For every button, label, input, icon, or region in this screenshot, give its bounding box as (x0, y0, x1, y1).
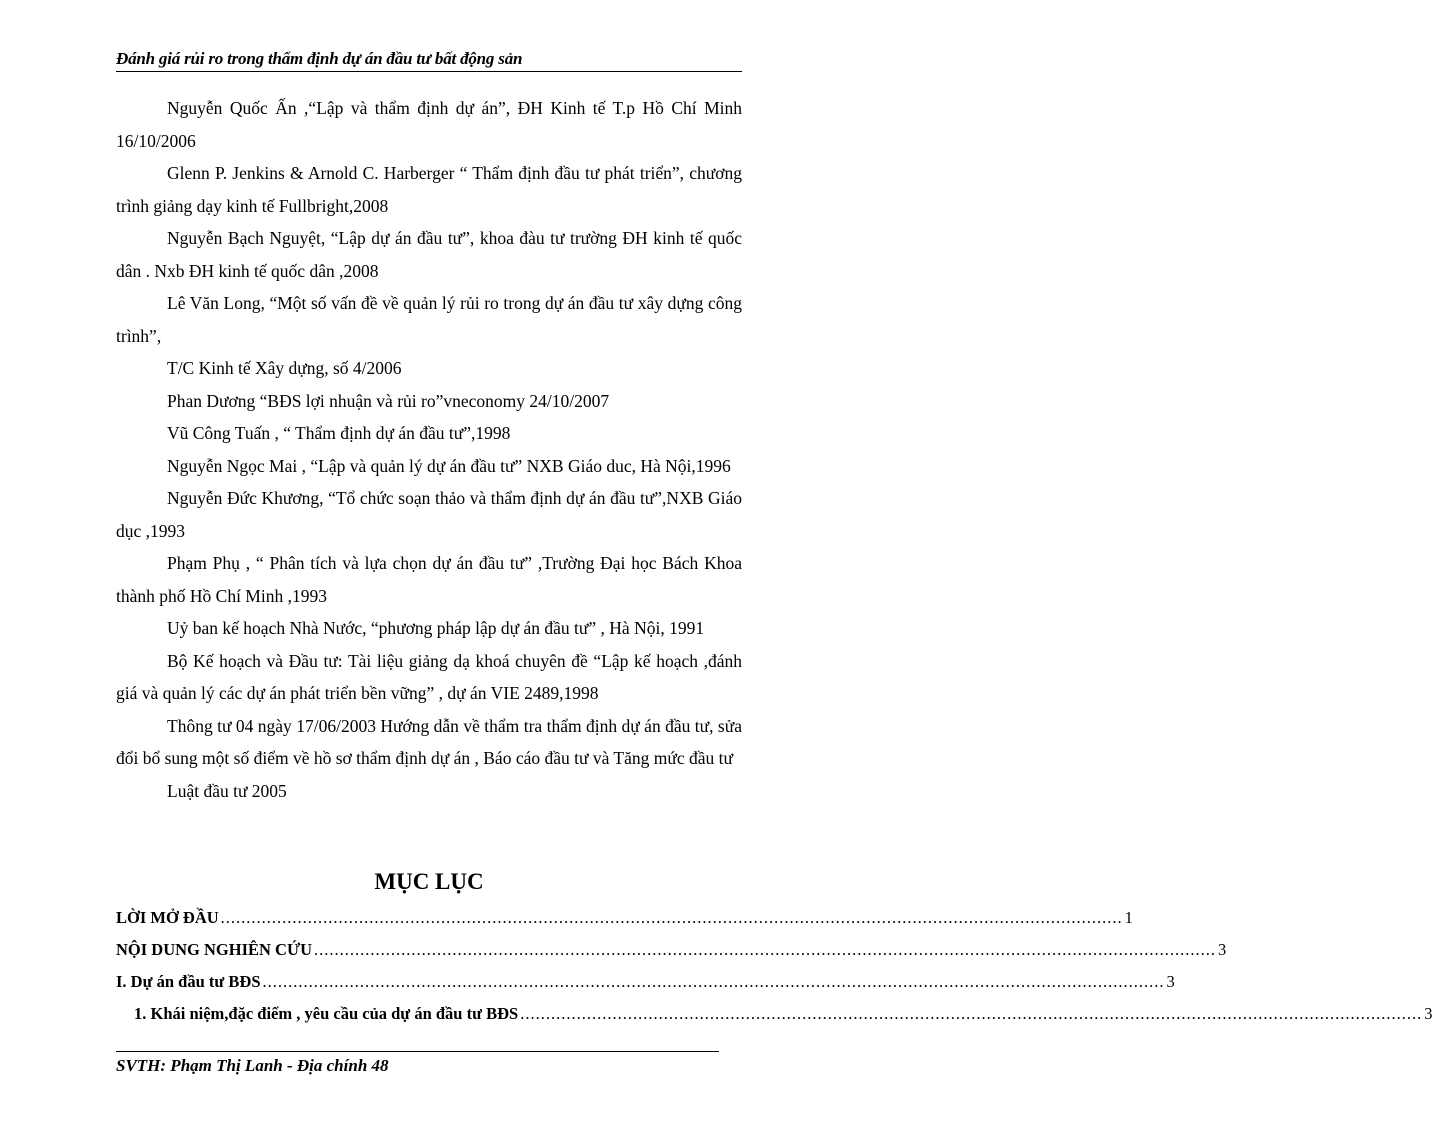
toc-entry[interactable] (116, 966, 1175, 998)
toc-entry-label: LỜI MỞ ĐẦU (116, 908, 219, 927)
header-divider (116, 71, 742, 72)
toc-leader-dots: ................................................................................................................................................................................ (520, 1004, 1423, 1023)
table-of-contents (116, 902, 1432, 1030)
toc-entry[interactable] (116, 998, 1432, 1030)
page-header-title: Đánh giá rủi ro trong thẩm định dự án đầu tư bất động sản (116, 49, 523, 68)
reference-item: Lê Văn Long, “Một số vấn đề về quản lý rủi ro trong dự án đầu tư xây dựng công trình”, (116, 293, 742, 346)
reference-item: Nguyễn Ngọc Mai , “Lập và quản lý dự án đầu tư” NXB Giáo duc, Hà Nội,1996 (167, 455, 731, 476)
toc-entry-label: 1. Khái niệm,đặc điểm , yêu cầu của dự án đầu tư BĐS (134, 1004, 519, 1023)
toc-entry[interactable] (116, 902, 1133, 934)
reference-item: Nguyễn Quốc Ấn ,“Lập và thẩm định dự án”, ĐH Kinh tế T.p Hồ Chí Minh 16/10/2006 (116, 98, 742, 151)
toc-entry-page: 3 (1424, 1004, 1432, 1023)
page-footer: SVTH: Phạm Thị Lanh - Địa chính 48 (116, 1056, 389, 1075)
reference-item: Phan Dương “BĐS lợi nhuận và rủi ro”vneconomy 24/10/2007 (167, 390, 610, 411)
reference-item: Uỷ ban kế hoạch Nhà Nước, “phương pháp lập dự án đầu tư” , Hà Nội, 1991 (167, 618, 705, 638)
toc-title: MỤC LỤC (374, 869, 484, 894)
reference-item: Nguyễn Đức Khương, “Tổ chức soạn thảo và thẩm định dự án đầu tư”,NXB Giáo dục ,1993 (116, 488, 742, 541)
reference-item: Nguyễn Bạch Nguyệt, “Lập dự án đầu tư”, khoa đàu tư trường ĐH kinh tế quốc dân . Nxb ĐH kinh tế quốc dân ,2008 (116, 228, 742, 281)
reference-item: Bộ Kế hoạch và Đầu tư: Tài liệu giảng dạ khoá chuyên đề “Lập kế hoạch ,đánh giá và quản lý các dự án phát triển bền vững” , dự án VIE 2489,1998 (116, 650, 742, 703)
footer-divider (116, 1051, 719, 1052)
toc-entry-page: 1 (1124, 908, 1133, 927)
toc-leader-dots: ................................................................................................................................................................................ (314, 940, 1217, 959)
toc-leader-dots: ................................................................................................................................................................................ (220, 908, 1123, 927)
toc-entry[interactable] (116, 934, 1227, 966)
toc-entry-page: 3 (1218, 940, 1227, 959)
reference-item: Luật đầu tư 2005 (167, 780, 287, 801)
reference-list (116, 92, 742, 807)
toc-leader-dots: ................................................................................................................................................................................ (262, 972, 1165, 991)
reference-item: Phạm Phụ , “ Phân tích và lựa chọn dự án đầu tư” ,Trường Đại học Bách Khoa thành phố Hồ Chí Minh ,1993 (116, 553, 742, 606)
reference-item: Glenn P. Jenkins & Arnold C. Harberger “ Thẩm định đầu tư phát triển”, chương trình giảng dạy kinh tế Fullbright,2008 (116, 163, 742, 216)
reference-item: T/C Kinh tế Xây dựng, số 4/2006 (167, 358, 402, 378)
reference-item: Vũ Công Tuấn , “ Thẩm định dự án đầu tư”,1998 (167, 423, 511, 443)
toc-entry-page: 3 (1166, 972, 1175, 991)
toc-entry-label: I. Dự án đầu tư BĐS (116, 972, 261, 991)
toc-entry-label: NỘI DUNG NGHIÊN CỨU (116, 940, 313, 959)
reference-item: Thông tư 04 ngày 17/06/2003 Hướng dẫn về thẩm tra thẩm định dự án đầu tư, sửa đổi bổ sung một số điểm về hồ sơ thẩm định dự án , Báo cáo đầu tư và Tăng mức đầu tư (116, 715, 742, 768)
